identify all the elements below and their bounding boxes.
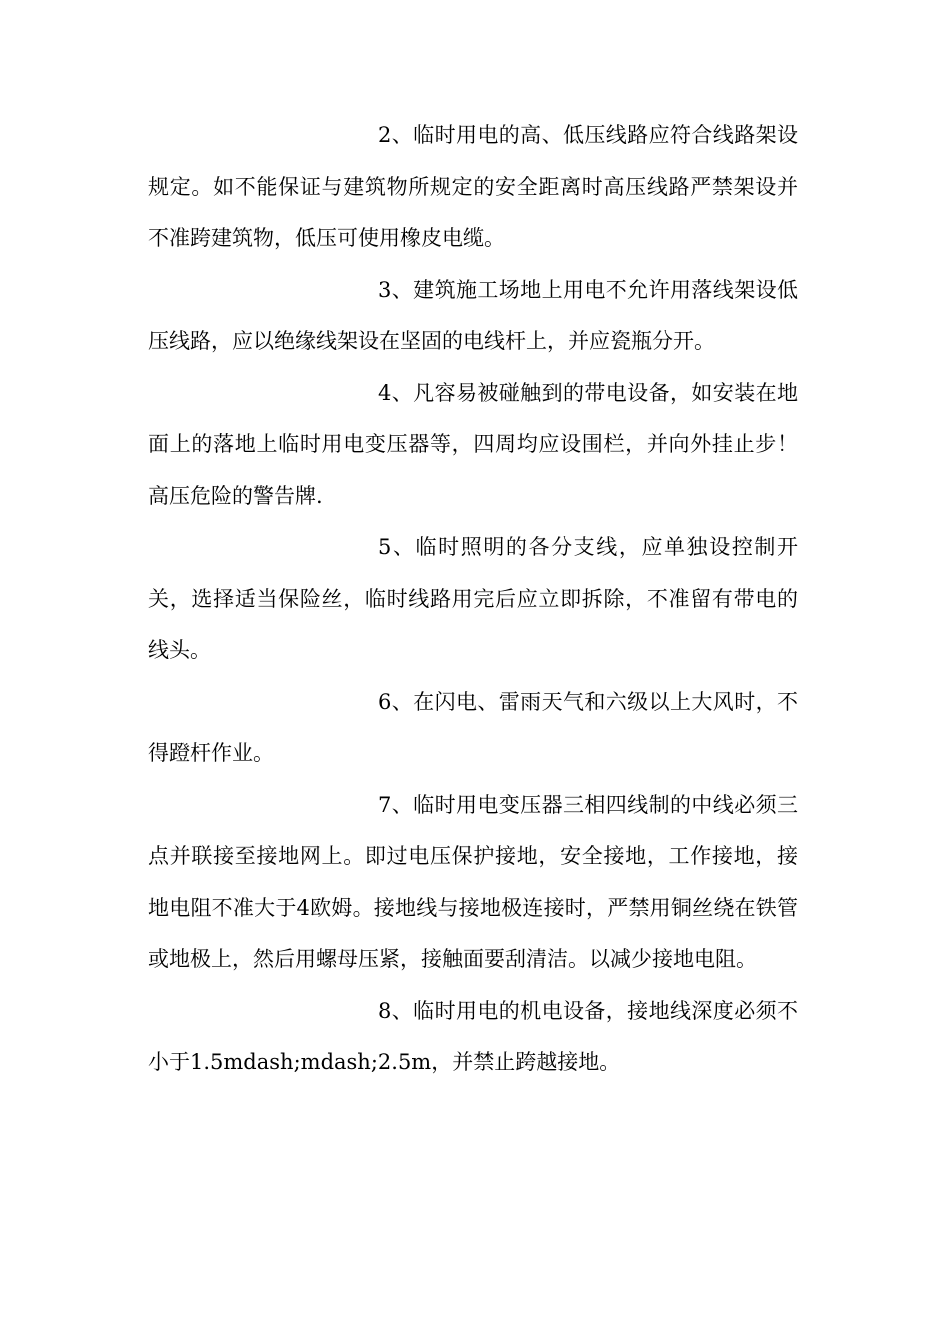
document-body bbox=[148, 110, 798, 1089]
paragraph-7: 7、临时用电变压器三相四线制的中线必须三点并联接至接地网上。即过电压保护接地，安全接地，工作接地，接地电阻不准大于4欧姆。接地线与接地极连接时，严禁用铜丝绕在铁管或地极上，然后用螺母压紧，接触面要刮清洁。以减少接地电阻。 bbox=[148, 792, 798, 971]
paragraph-4: 4、凡容易被碰触到的带电设备，如安装在地面上的落地上临时用电变压器等，四周均应设围栏，并向外挂止步！高压危险的警告牌. bbox=[148, 380, 798, 508]
paragraph-2: 2、临时用电的高、低压线路应符合线路架设规定。如不能保证与建筑物所规定的安全距离时高压线路严禁架设并不准跨建筑物，低压可使用橡皮电缆。 bbox=[148, 123, 798, 250]
paragraph-6: 6、在闪电、雷雨天气和六级以上大风时，不得蹬杆作业。 bbox=[148, 689, 798, 765]
paragraph-8: 8、临时用电的机电设备，接地线深度必须不小于1.5mdash;mdash;2.5m，并禁止跨越接地。 bbox=[148, 998, 798, 1074]
paragraph-3: 3、建筑施工场地上用电不允许用落线架设低压线路，应以绝缘线架设在坚固的电线杆上，并应瓷瓶分开。 bbox=[148, 277, 798, 353]
paragraph-5: 5、临时照明的各分支线，应单独设控制开关，选择适当保险丝，临时线路用完后应立即拆除，不准留有带电的线头。 bbox=[148, 535, 798, 662]
